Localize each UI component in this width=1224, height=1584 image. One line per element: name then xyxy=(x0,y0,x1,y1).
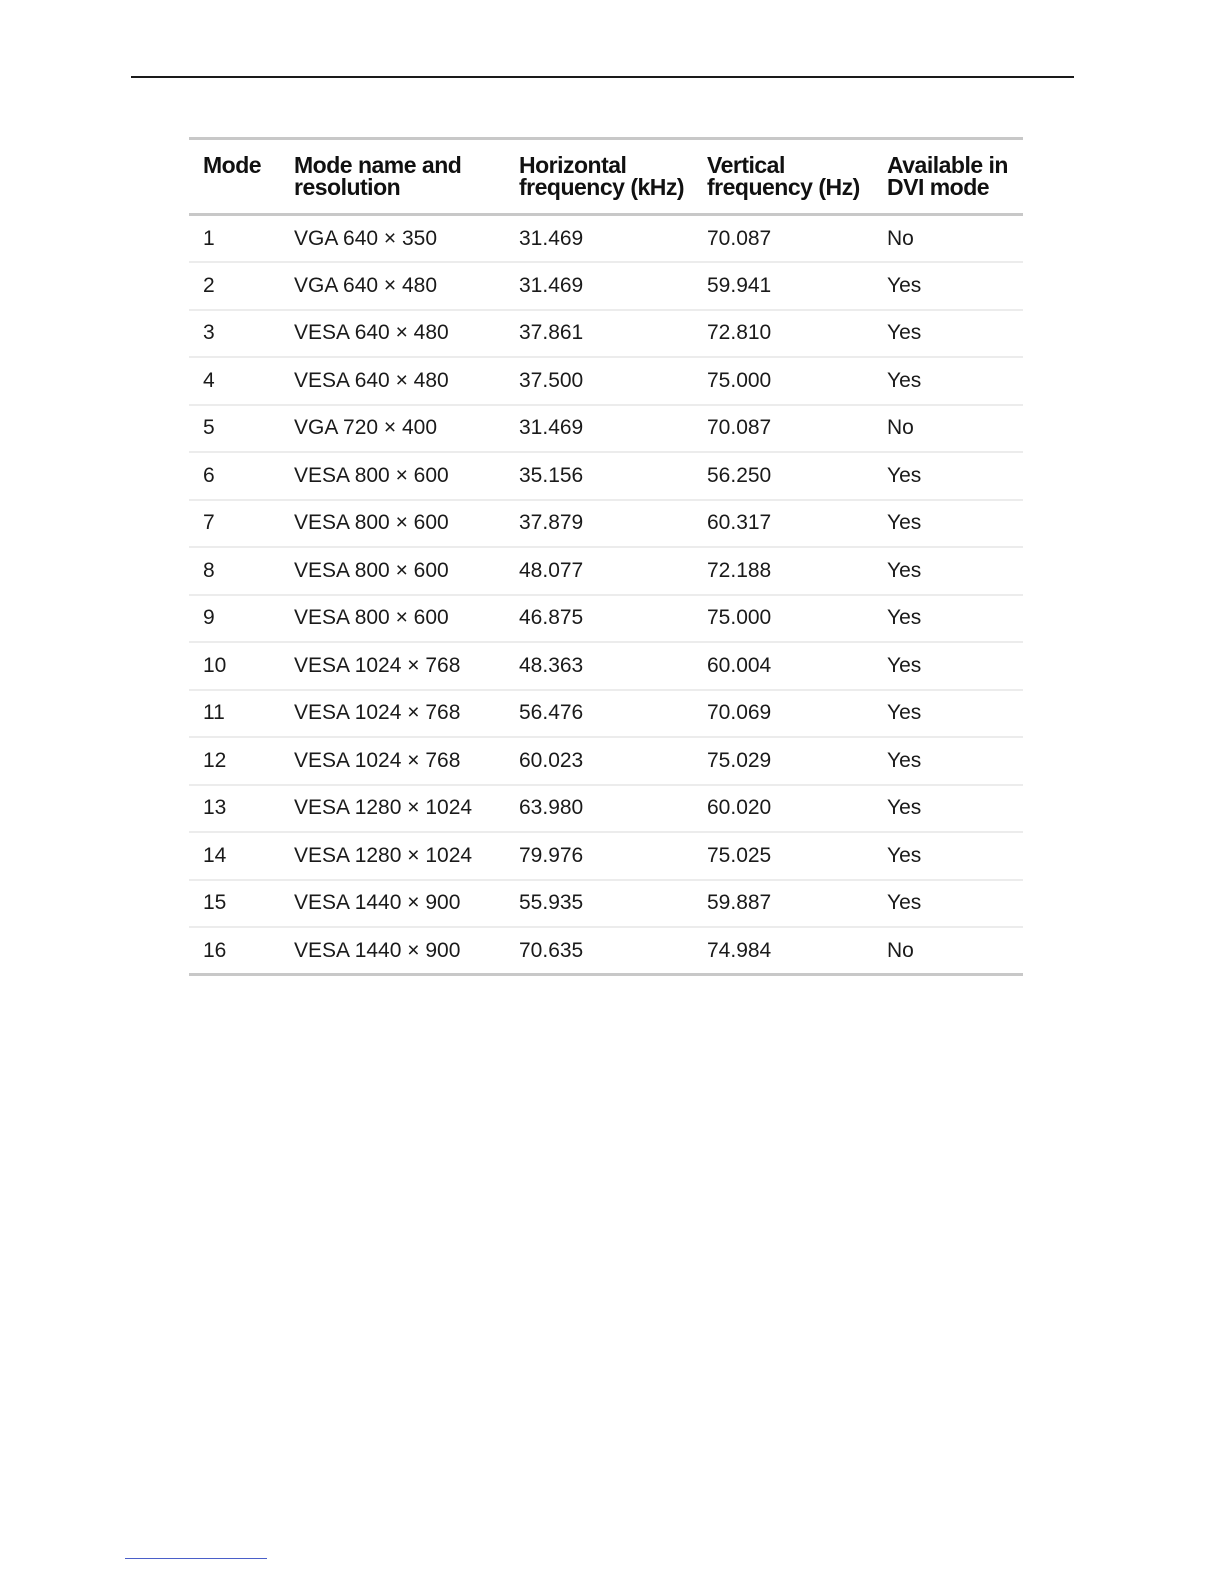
mode-number-cell: 10 xyxy=(189,642,294,690)
header-line: Mode xyxy=(203,152,262,178)
header-line: Horizontal xyxy=(519,152,627,178)
header-vertical-frequency xyxy=(707,139,887,215)
mode-name-cell: VGA 640 × 350 xyxy=(294,215,519,263)
vertical-frequency-cell: 60.020 xyxy=(707,785,887,833)
vertical-frequency-cell: 75.025 xyxy=(707,832,887,880)
header-line: DVI mode xyxy=(887,174,990,200)
mode-number-cell: 8 xyxy=(189,547,294,595)
vertical-frequency-cell: 70.087 xyxy=(707,405,887,453)
header-line: frequency (Hz) xyxy=(707,174,860,200)
mode-number-cell: 12 xyxy=(189,737,294,785)
mode-number-cell: 16 xyxy=(189,927,294,975)
footnote-rule xyxy=(125,1558,267,1559)
mode-number-cell: 7 xyxy=(189,500,294,548)
dvi-availability-cell: Yes xyxy=(887,452,1023,500)
table-row xyxy=(189,547,1023,595)
mode-number-cell: 11 xyxy=(189,690,294,738)
vertical-frequency-cell: 70.069 xyxy=(707,690,887,738)
mode-number-cell: 1 xyxy=(189,215,294,263)
table-row xyxy=(189,832,1023,880)
dvi-availability-cell: Yes xyxy=(887,500,1023,548)
horizontal-frequency-cell: 48.363 xyxy=(519,642,707,690)
mode-name-cell: VESA 1280 × 1024 xyxy=(294,785,519,833)
table-row xyxy=(189,357,1023,405)
mode-name-cell: VESA 800 × 600 xyxy=(294,452,519,500)
header-mode xyxy=(189,139,294,215)
mode-number-cell: 6 xyxy=(189,452,294,500)
horizontal-frequency-cell: 31.469 xyxy=(519,262,707,310)
dvi-availability-cell: Yes xyxy=(887,880,1023,928)
header-line: Vertical xyxy=(707,152,785,178)
horizontal-frequency-cell: 37.861 xyxy=(519,310,707,358)
mode-number-cell: 2 xyxy=(189,262,294,310)
vertical-frequency-cell: 72.188 xyxy=(707,547,887,595)
dvi-availability-cell: Yes xyxy=(887,310,1023,358)
header-line: Mode name and xyxy=(294,152,462,178)
mode-name-cell: VESA 640 × 480 xyxy=(294,357,519,405)
horizontal-frequency-cell: 60.023 xyxy=(519,737,707,785)
table-row xyxy=(189,927,1023,975)
table-body xyxy=(189,215,1023,975)
horizontal-frequency-cell: 37.500 xyxy=(519,357,707,405)
dvi-availability-cell: Yes xyxy=(887,262,1023,310)
dvi-availability-cell: Yes xyxy=(887,547,1023,595)
header-rule xyxy=(131,76,1074,78)
horizontal-frequency-cell: 31.469 xyxy=(519,405,707,453)
mode-name-cell: VESA 1024 × 768 xyxy=(294,642,519,690)
vertical-frequency-cell: 59.887 xyxy=(707,880,887,928)
mode-name-cell: VESA 800 × 600 xyxy=(294,595,519,643)
vertical-frequency-cell: 60.317 xyxy=(707,500,887,548)
header-mode-name-resolution xyxy=(294,139,519,215)
display-modes-table xyxy=(189,137,1023,976)
mode-name-cell: VESA 1440 × 900 xyxy=(294,880,519,928)
table-row xyxy=(189,215,1023,263)
mode-number-cell: 4 xyxy=(189,357,294,405)
vertical-frequency-cell: 70.087 xyxy=(707,215,887,263)
dvi-availability-cell: Yes xyxy=(887,595,1023,643)
vertical-frequency-cell: 74.984 xyxy=(707,927,887,975)
dvi-availability-cell: Yes xyxy=(887,690,1023,738)
header-available-in-dvi xyxy=(887,139,1023,215)
vertical-frequency-cell: 75.000 xyxy=(707,357,887,405)
table-row xyxy=(189,595,1023,643)
table-header-row xyxy=(189,139,1023,215)
header-line: frequency (kHz) xyxy=(519,174,685,200)
table-row xyxy=(189,880,1023,928)
horizontal-frequency-cell: 63.980 xyxy=(519,785,707,833)
horizontal-frequency-cell: 79.976 xyxy=(519,832,707,880)
mode-name-cell: VESA 640 × 480 xyxy=(294,310,519,358)
table-row xyxy=(189,785,1023,833)
table-row xyxy=(189,737,1023,785)
dvi-availability-cell: Yes xyxy=(887,642,1023,690)
mode-number-cell: 9 xyxy=(189,595,294,643)
header-horizontal-frequency xyxy=(519,139,707,215)
dvi-availability-cell: No xyxy=(887,927,1023,975)
vertical-frequency-cell: 75.000 xyxy=(707,595,887,643)
table-row xyxy=(189,310,1023,358)
dvi-availability-cell: No xyxy=(887,405,1023,453)
table-header xyxy=(189,139,1023,215)
mode-number-cell: 15 xyxy=(189,880,294,928)
horizontal-frequency-cell: 37.879 xyxy=(519,500,707,548)
vertical-frequency-cell: 72.810 xyxy=(707,310,887,358)
mode-number-cell: 5 xyxy=(189,405,294,453)
table-row xyxy=(189,262,1023,310)
dvi-availability-cell: Yes xyxy=(887,357,1023,405)
mode-name-cell: VESA 800 × 600 xyxy=(294,500,519,548)
table-row xyxy=(189,642,1023,690)
mode-number-cell: 14 xyxy=(189,832,294,880)
horizontal-frequency-cell: 31.469 xyxy=(519,215,707,263)
dvi-availability-cell: Yes xyxy=(887,737,1023,785)
mode-name-cell: VGA 640 × 480 xyxy=(294,262,519,310)
horizontal-frequency-cell: 55.935 xyxy=(519,880,707,928)
mode-number-cell: 13 xyxy=(189,785,294,833)
mode-name-cell: VESA 1280 × 1024 xyxy=(294,832,519,880)
horizontal-frequency-cell: 56.476 xyxy=(519,690,707,738)
mode-name-cell: VESA 1440 × 900 xyxy=(294,927,519,975)
mode-name-cell: VESA 800 × 600 xyxy=(294,547,519,595)
table-row xyxy=(189,405,1023,453)
horizontal-frequency-cell: 46.875 xyxy=(519,595,707,643)
dvi-availability-cell: Yes xyxy=(887,832,1023,880)
vertical-frequency-cell: 75.029 xyxy=(707,737,887,785)
mode-name-cell: VESA 1024 × 768 xyxy=(294,690,519,738)
header-line: resolution xyxy=(294,174,401,200)
header-line: Available in xyxy=(887,152,1008,178)
table-row xyxy=(189,690,1023,738)
mode-name-cell: VESA 1024 × 768 xyxy=(294,737,519,785)
mode-number-cell: 3 xyxy=(189,310,294,358)
vertical-frequency-cell: 59.941 xyxy=(707,262,887,310)
horizontal-frequency-cell: 48.077 xyxy=(519,547,707,595)
vertical-frequency-cell: 56.250 xyxy=(707,452,887,500)
mode-name-cell: VGA 720 × 400 xyxy=(294,405,519,453)
vertical-frequency-cell: 60.004 xyxy=(707,642,887,690)
horizontal-frequency-cell: 35.156 xyxy=(519,452,707,500)
horizontal-frequency-cell: 70.635 xyxy=(519,927,707,975)
table-row xyxy=(189,500,1023,548)
dvi-availability-cell: No xyxy=(887,215,1023,263)
dvi-availability-cell: Yes xyxy=(887,785,1023,833)
table-row xyxy=(189,452,1023,500)
